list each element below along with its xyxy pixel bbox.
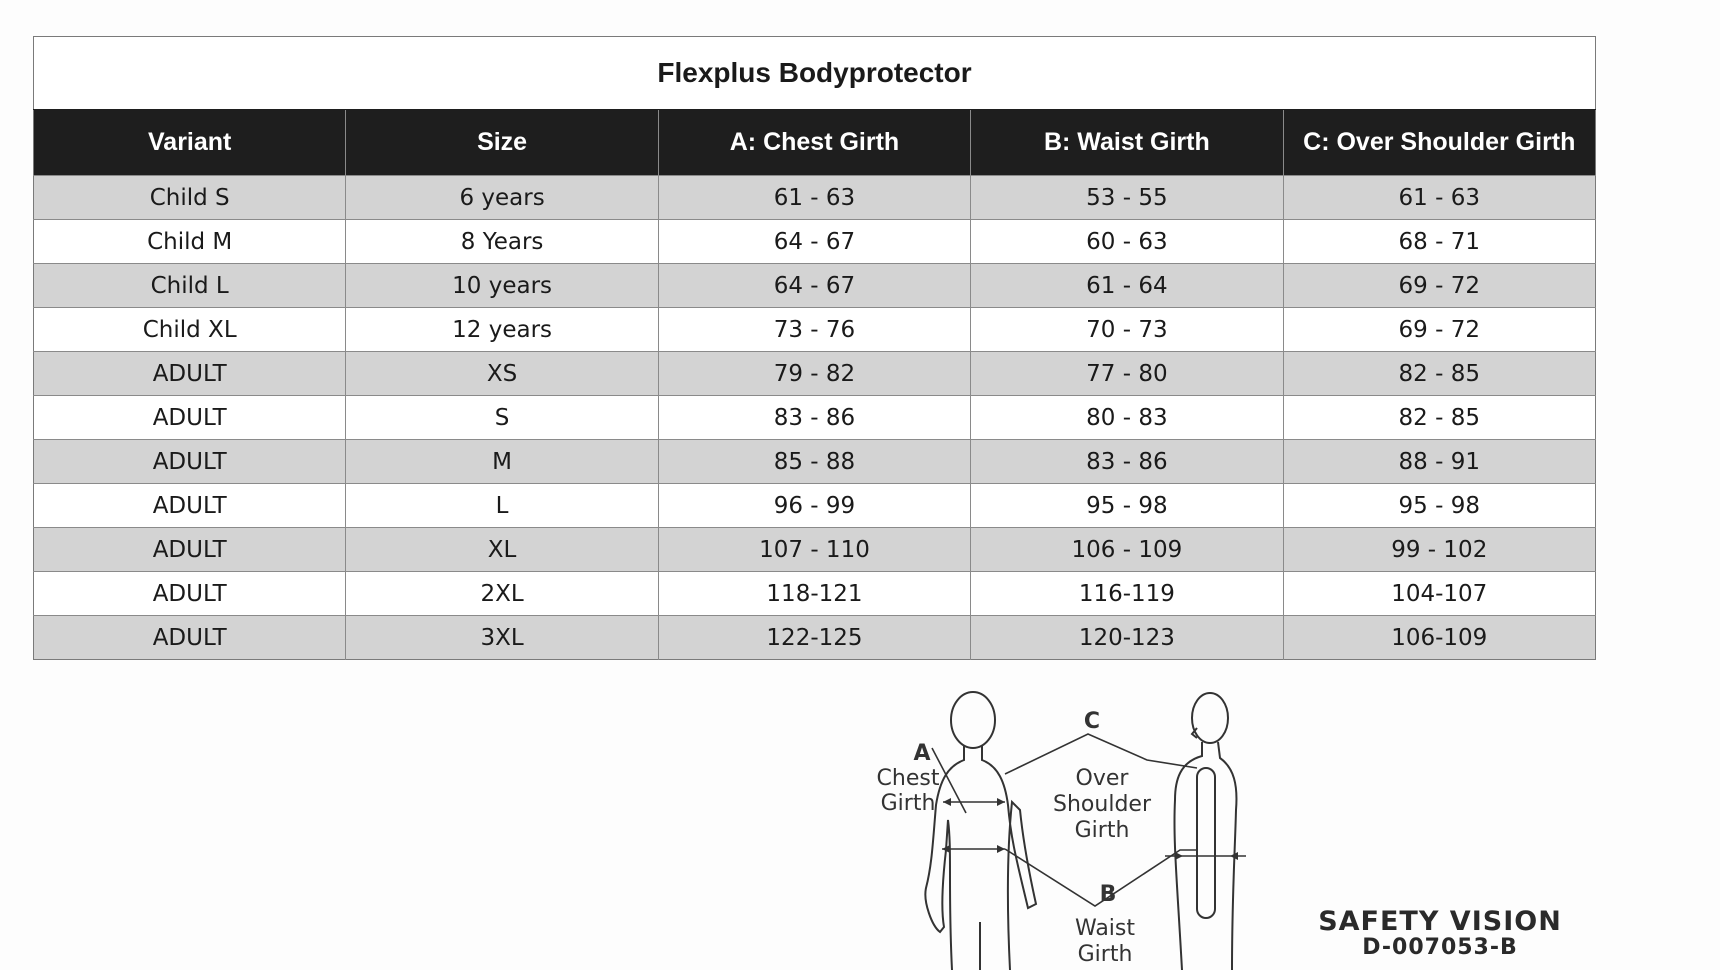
cell-waist: 60 - 63	[971, 220, 1283, 264]
table-row	[34, 616, 1596, 660]
size-table	[33, 36, 1596, 660]
cell-shoulder: 68 - 71	[1283, 220, 1595, 264]
label-c-line3: Girth	[1074, 818, 1130, 843]
table-row	[34, 528, 1596, 572]
cell-waist: 70 - 73	[971, 308, 1283, 352]
brand-code: D-007053-B	[1362, 935, 1518, 960]
cell-size: L	[346, 484, 658, 528]
cell-chest: 64 - 67	[658, 220, 970, 264]
table-row	[34, 440, 1596, 484]
cell-size: 2XL	[346, 572, 658, 616]
table-row	[34, 308, 1596, 352]
cell-shoulder: 95 - 98	[1283, 484, 1595, 528]
side-figure-outline	[1174, 693, 1236, 970]
cell-variant: ADULT	[34, 352, 346, 396]
table-row	[34, 220, 1596, 264]
cell-variant: Child S	[34, 176, 346, 220]
table-title: Flexplus Bodyprotector	[34, 37, 1596, 110]
table-row	[34, 396, 1596, 440]
cell-variant: Child XL	[34, 308, 346, 352]
cell-size: 6 years	[346, 176, 658, 220]
cell-chest: 85 - 88	[658, 440, 970, 484]
column-header-waist-girth: B: Waist Girth	[971, 110, 1283, 176]
cell-shoulder: 61 - 63	[1283, 176, 1595, 220]
column-header-size: Size	[346, 110, 658, 176]
cell-shoulder: 82 - 85	[1283, 352, 1595, 396]
table-row	[34, 572, 1596, 616]
cell-shoulder: 69 - 72	[1283, 308, 1595, 352]
cell-variant: ADULT	[34, 484, 346, 528]
cell-waist: 106 - 109	[971, 528, 1283, 572]
table-row	[34, 264, 1596, 308]
cell-shoulder: 99 - 102	[1283, 528, 1595, 572]
cell-chest: 122-125	[658, 616, 970, 660]
cell-waist: 116-119	[971, 572, 1283, 616]
cell-waist: 83 - 86	[971, 440, 1283, 484]
cell-chest: 118-121	[658, 572, 970, 616]
cell-chest: 96 - 99	[658, 484, 970, 528]
front-figure-outline	[925, 692, 1036, 970]
column-header-variant: Variant	[34, 110, 346, 176]
header-row	[34, 110, 1596, 176]
cell-size: M	[346, 440, 658, 484]
brand-name: SAFETY VISION	[1318, 906, 1562, 937]
brand-block	[1300, 908, 1580, 959]
cell-size: 10 years	[346, 264, 658, 308]
label-b-line1: Waist	[1074, 916, 1136, 941]
table-row	[34, 484, 1596, 528]
cell-size: 8 Years	[346, 220, 658, 264]
cell-waist: 120-123	[971, 616, 1283, 660]
cell-chest: 73 - 76	[658, 308, 970, 352]
cell-size: S	[346, 396, 658, 440]
label-b-letter: B	[1099, 882, 1117, 907]
label-a-line2: Girth	[880, 791, 936, 816]
cell-chest: 61 - 63	[658, 176, 970, 220]
cell-shoulder: 82 - 85	[1283, 396, 1595, 440]
cell-variant: ADULT	[34, 528, 346, 572]
cell-waist: 80 - 83	[971, 396, 1283, 440]
table-row	[34, 352, 1596, 396]
cell-variant: ADULT	[34, 616, 346, 660]
table-row	[34, 176, 1596, 220]
column-header-over-shoulder-girth: C: Over Shoulder Girth	[1283, 110, 1595, 176]
label-c-letter: C	[1083, 709, 1101, 734]
cell-variant: Child L	[34, 264, 346, 308]
cell-shoulder: 88 - 91	[1283, 440, 1595, 484]
cell-variant: Child M	[34, 220, 346, 264]
cell-chest: 64 - 67	[658, 264, 970, 308]
label-a-line1: Chest	[876, 766, 940, 791]
cell-chest: 79 - 82	[658, 352, 970, 396]
column-header-chest-girth: A: Chest Girth	[658, 110, 970, 176]
cell-size: 3XL	[346, 616, 658, 660]
cell-variant: ADULT	[34, 440, 346, 484]
label-c-line2: Shoulder	[1053, 792, 1151, 817]
label-a-letter: A	[913, 741, 931, 766]
label-b-line2: Girth	[1077, 942, 1133, 967]
cell-variant: ADULT	[34, 572, 346, 616]
cell-size: XS	[346, 352, 658, 396]
measurement-diagram	[840, 690, 1260, 970]
cell-chest: 107 - 110	[658, 528, 970, 572]
cell-variant: ADULT	[34, 396, 346, 440]
cell-shoulder: 106-109	[1283, 616, 1595, 660]
cell-size: XL	[346, 528, 658, 572]
cell-shoulder: 69 - 72	[1283, 264, 1595, 308]
cell-waist: 53 - 55	[971, 176, 1283, 220]
cell-waist: 77 - 80	[971, 352, 1283, 396]
cell-waist: 95 - 98	[971, 484, 1283, 528]
cell-size: 12 years	[346, 308, 658, 352]
label-c-line1: Over	[1075, 766, 1129, 791]
cell-chest: 83 - 86	[658, 396, 970, 440]
cell-waist: 61 - 64	[971, 264, 1283, 308]
table-body	[34, 176, 1596, 660]
cell-shoulder: 104-107	[1283, 572, 1595, 616]
